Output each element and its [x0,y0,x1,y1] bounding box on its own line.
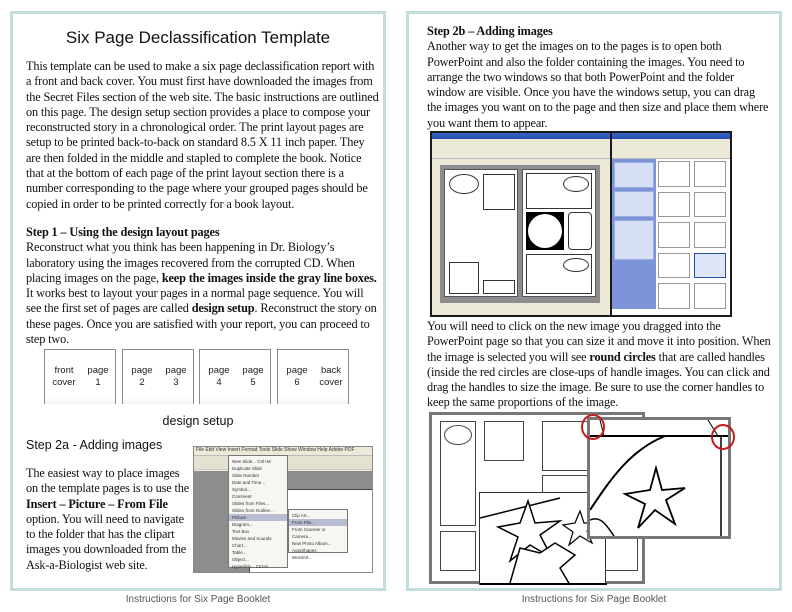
spread-page-6-back-cover [277,349,349,404]
page-title: Six Page Declassification Template [65,28,331,47]
menu-item: Chart... [232,543,247,548]
handle-highlight-ring-left [581,414,605,440]
menu-item: Text Box [232,529,250,534]
menu-item: Movies and Sounds [232,536,272,541]
spread-cell: page 1 [87,365,109,388]
step1-text-b: It works best to layout your pages in a normal page sequence. You will see the first set of pages are called [26,286,364,316]
step1-heading: Step 1 – Using the design layout pages [26,225,220,239]
menu-item: Object... [232,557,249,562]
step1-text-c: . Reconstruct the story on these pages. Once you are satisfied with your report, you can proceed to step two. [26,301,377,347]
design-setup-caption: design setup [162,414,234,428]
menu-item-picture: Picture [229,514,287,521]
menu-item: Table... [232,550,247,555]
menu-item: Diagram... [232,522,253,527]
submenu-item: Clip Art... [292,513,311,518]
step2b-section [427,24,772,131]
submenu-item: WordArt... [292,555,313,560]
image-handles-screenshot [429,412,734,585]
powerpoint-and-folder-screenshot [430,131,732,317]
spread-cell: page 4 [208,365,230,388]
slide-area [440,165,600,303]
step2a-paragraph [26,466,194,573]
step1-section [26,225,381,347]
toolbars [432,139,610,159]
intro-paragraph: This template can be used to make a six page declassification report with a front and back cover. You must first have downloaded the images from the Secret Files section of the web site. The basic instructions are outlined on this page. The design setup section provides a place to compose your reconstructed story in a chronological order. The print layout pages are setup to be printed back-to-back on standard 8.5 X 11 inch paper. They are then folded in the middle and stapled to complete the book. Notice that at the bottom of each page of the print layout section there is a number corresponding to the page where your grouped pages should be copied in order to be printed correctly for a book layout. [26,59,379,211]
spread-cell: page 5 [242,365,264,388]
step2a-text-b: option. You will need to navigate to the folder that has the clipart images you downloaded from the Ask-a-Biologist web site. [26,511,187,572]
submenu-item: New Photo Album... [292,541,332,546]
submenu-item: From Scanner or Camera... [292,527,326,539]
insert-menu [228,455,288,568]
spread-cell: page 3 [165,365,187,388]
step1-text-a: Reconstruct what you think has been happening in Dr. Biology’s laboratory using the images recovered from the corrupted CD. When placing images on the page, [26,240,355,285]
step1-bold-b: design setup [191,301,255,316]
starfish-icon [590,420,728,536]
step2b-heading: Step 2b – Adding images [427,24,553,38]
menu-item: Duplicate Slide [232,466,263,471]
comic-page [444,169,518,297]
menu-item: Comment [232,494,252,499]
step2a-bold-a: Insert – Picture – From File [26,496,168,511]
comic-page [522,169,596,297]
toolbars [612,139,730,159]
handle-highlight-ring-right [711,424,735,450]
menubar: File Edit View Insert Format Tools Slide Show Window Help Adobe PDF [194,447,372,456]
footer-left: Instructions for Six Page Booklet [125,594,271,605]
thumbnail-grid [658,161,726,309]
insert-menu-screenshot [193,446,373,573]
picture-submenu [288,509,348,560]
folder-window [612,133,730,315]
menu-item: Slides from Outline... [232,508,274,513]
step2b-text: Another way to get the images on to the pages is to open both PowerPoint and also the folder containing the images. You need to arrange the two windows so that both PowerPoint and the folder window are visible. Once you have the windows setup, you can drag the images you want on to the page and then size and place them where you want them to appear. [427,39,769,130]
step1-bold-a: keep the images inside the gray line boxes. [161,270,377,285]
step2a-text-a: The easiest way to place images on the template pages is to use the [26,466,190,496]
spread-cell: page 2 [131,365,153,388]
menu-item: Slide Number [232,473,260,478]
menu-item: Slides from Files... [232,501,270,506]
submenu-item: AutoShapes [292,548,317,553]
menu-item: Date and Time... [232,480,266,485]
handles-paragraph [427,319,772,411]
submenu-item-from-file: From File... [289,519,347,526]
spread-cell: page 6 [286,365,308,388]
right-page-panel [406,11,782,591]
step2a-heading: Step 2a - Adding images [26,438,163,452]
handles-bold-a: round circles [589,349,656,364]
task-pane [612,159,656,309]
menu-item: Symbol... [232,487,251,492]
menu-item: New Slide... Ctrl+M [232,459,271,464]
handles-text-b: that are called handles (inside the red circles are close-ups of handle images. You can click and drag the handles to size the image. Be sure to use the corner handles to keep the same proportions of the image. [427,349,770,410]
menu-item: Hyperlink... Ctrl+K [232,564,269,569]
spread-front-cover-page-1 [44,349,116,404]
starfish-closeup-2 [587,417,731,539]
spread-page-2-3 [122,349,194,404]
spread-cell: back cover [319,365,343,388]
left-page-panel [10,11,386,591]
spread-cell: front cover [52,365,76,388]
footer-right: Instructions for Six Page Booklet [521,594,667,605]
spread-page-4-5 [199,349,271,404]
powerpoint-window [432,133,610,315]
handles-text-a: You will need to click on the new image you dragged into the PowerPoint page so that you can size it and move it into position. When the image is selected you will see [427,319,771,364]
